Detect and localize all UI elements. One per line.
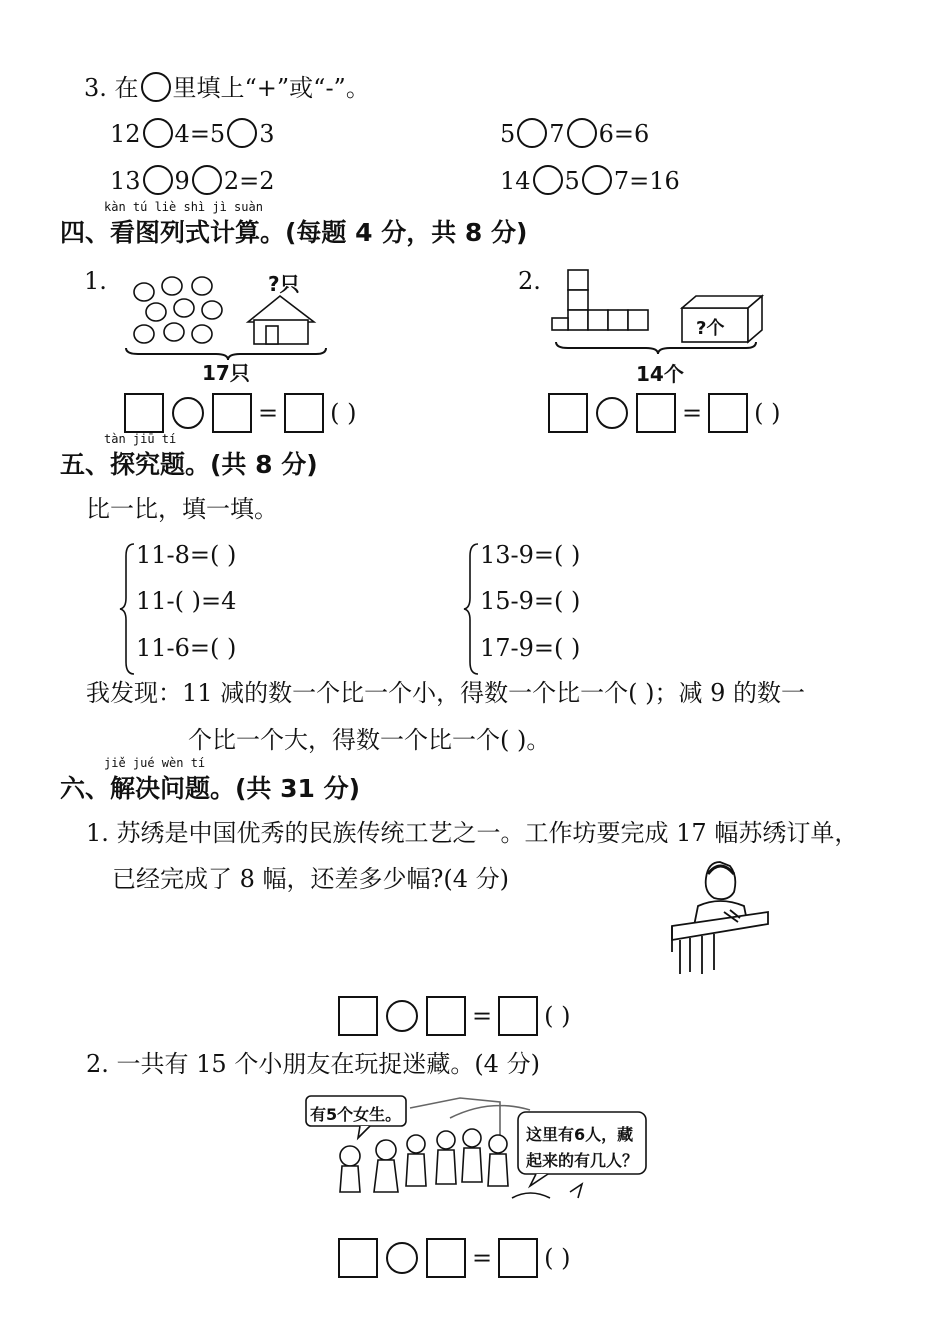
part6-heading: 六、解决问题。(共 31 分) bbox=[60, 774, 361, 803]
q1-text-line-1: 1. 苏绣是中国优秀的民族传统工艺之一。工作坊要完成 17 幅苏绣订单， bbox=[86, 819, 859, 847]
finding-line-2: 个比一个大，得数一个比一个( )。 bbox=[188, 726, 551, 754]
sign-blank[interactable] bbox=[143, 165, 173, 195]
sign-blank[interactable] bbox=[533, 165, 563, 195]
unit-blank[interactable]: ( ) bbox=[544, 1002, 571, 1030]
answer-box[interactable] bbox=[498, 996, 538, 1036]
answer-box[interactable] bbox=[426, 1238, 466, 1278]
sign-blank[interactable] bbox=[582, 165, 612, 195]
finding-line-1: 我发现：11 减的数一个比一个小，得数一个比一个( )；减 9 的数一 bbox=[86, 679, 806, 707]
sign-blank[interactable] bbox=[567, 118, 597, 148]
section3-title bbox=[84, 72, 370, 103]
section3-title-post: 里填上“+”或“-”。 bbox=[172, 74, 370, 102]
unit-blank[interactable]: ( ) bbox=[754, 399, 781, 427]
answer-box[interactable] bbox=[338, 996, 378, 1036]
unit-blank[interactable]: ( ) bbox=[330, 399, 357, 427]
left-expr-3: 11-6=( ) bbox=[136, 634, 237, 662]
embroidery-woman-illustration bbox=[668, 852, 772, 978]
answer-equation-q1: = ( ) bbox=[124, 393, 362, 433]
answer-box[interactable] bbox=[548, 393, 588, 433]
sign-blank[interactable] bbox=[517, 118, 547, 148]
answer-box[interactable] bbox=[212, 393, 252, 433]
q2-label: 2. bbox=[518, 267, 541, 295]
q1-unknown-label: ?只 bbox=[268, 272, 300, 296]
answer-box[interactable] bbox=[708, 393, 748, 433]
operator-circle[interactable] bbox=[172, 397, 204, 429]
sign-blank[interactable] bbox=[143, 118, 173, 148]
part5-intro: 比一比，填一填。 bbox=[86, 495, 278, 523]
answer-box[interactable] bbox=[338, 1238, 378, 1278]
q2-total-label: 14个 bbox=[636, 362, 684, 386]
sign-equation-2: 5 7 6=6 bbox=[500, 120, 650, 148]
q1-total-label: 17只 bbox=[202, 361, 250, 385]
sign-blank[interactable] bbox=[192, 165, 222, 195]
q2-unknown-label: ?个 bbox=[696, 318, 725, 339]
sign-equation-4: 14 5 7=16 bbox=[500, 167, 680, 195]
operator-circle[interactable] bbox=[596, 397, 628, 429]
answer-box[interactable] bbox=[498, 1238, 538, 1278]
part4-pinyin: kàn tú liè shì jì suàn bbox=[104, 200, 263, 214]
operator-circle[interactable] bbox=[386, 1000, 418, 1032]
left-expr-1: 11-8=( ) bbox=[136, 541, 237, 569]
part5-pinyin: tàn jiū tí bbox=[104, 432, 177, 446]
left-expr-2: 11-( )=4 bbox=[136, 587, 237, 615]
q1-text-line-2: 已经完成了 8 幅，还差多少幅?(4 分) bbox=[112, 865, 510, 893]
answer-equation-embroidery: = ( ) bbox=[338, 996, 576, 1036]
answer-box[interactable] bbox=[124, 393, 164, 433]
right-expr-2: 15-9=( ) bbox=[480, 587, 581, 615]
right-brace bbox=[462, 542, 482, 676]
left-brace bbox=[118, 542, 138, 676]
speech-bubble-hidden-2: 起来的有几人？ bbox=[526, 1151, 639, 1170]
section3-title-pre: 3. 在 bbox=[84, 74, 139, 102]
part6-pinyin: jiě jué wèn tí bbox=[104, 756, 206, 770]
answer-equation-hide-seek: = ( ) bbox=[338, 1238, 576, 1278]
speech-bubble-girls: 有5个女生。 bbox=[310, 1105, 402, 1124]
answer-box[interactable] bbox=[284, 393, 324, 433]
circle-blank bbox=[141, 72, 171, 102]
part5-heading: 五、探究题。(共 8 分) bbox=[60, 450, 318, 479]
unit-blank[interactable]: ( ) bbox=[544, 1244, 571, 1272]
speech-bubble-hidden-1: 这里有6人，藏 bbox=[526, 1125, 634, 1144]
right-expr-1: 13-9=( ) bbox=[480, 541, 581, 569]
operator-circle[interactable] bbox=[386, 1242, 418, 1274]
answer-box[interactable] bbox=[426, 996, 466, 1036]
q1-label: 1. bbox=[84, 267, 107, 295]
blocks-box-illustration bbox=[550, 262, 770, 358]
answer-box[interactable] bbox=[636, 393, 676, 433]
right-expr-3: 17-9=( ) bbox=[480, 634, 581, 662]
sign-equation-3: 13 9 2=2 bbox=[110, 167, 275, 195]
q2-text-line-1: 2. 一共有 15 个小朋友在玩捉迷藏。(4 分) bbox=[86, 1050, 540, 1078]
part4-heading: 四、看图列式计算。(每题 4 分，共 8 分) bbox=[60, 218, 528, 247]
sign-blank[interactable] bbox=[227, 118, 257, 148]
sign-equation-1: 12 4=5 3 bbox=[110, 120, 275, 148]
answer-equation-q2: = ( ) bbox=[548, 393, 786, 433]
